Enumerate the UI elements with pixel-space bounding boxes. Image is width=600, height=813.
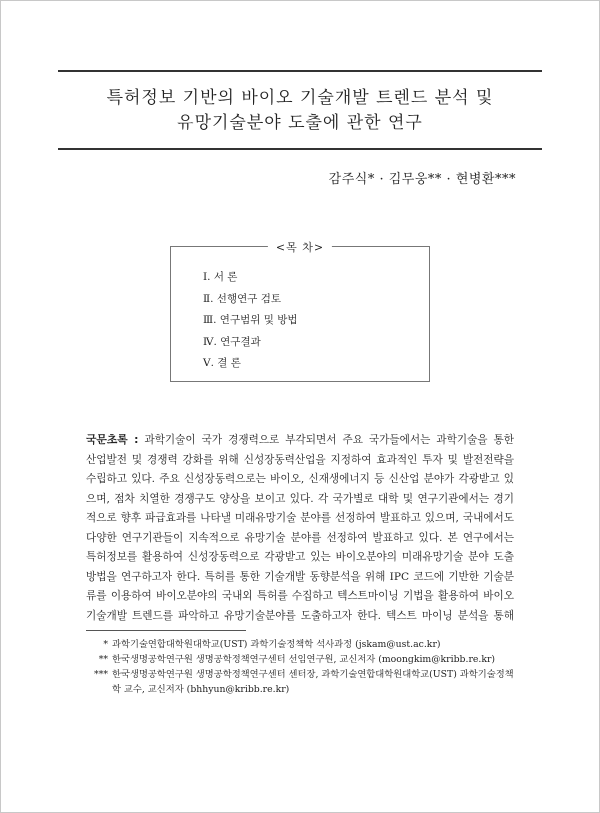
footnote-text: 한국생명공학연구원 생명공학정책연구센터 센터장, 과학기술연합대학원대학교(UST) 과학기술정책학 교수, 교신저자 (bhhyun@kribb.re.kr): [112, 669, 514, 695]
table-of-contents: [170, 241, 430, 382]
abstract-line-text: 과학기술이 국가 경쟁력으로 부각되면서 주요 국가들에서는 과학기술을 통한: [144, 434, 515, 446]
footnote-mark: *: [103, 639, 108, 650]
abstract-line: 적으로 향후 파급효과를 나타낼 미래유망기술 분야를 선정하여 발표하고 있으며, 국내에서도: [86, 512, 514, 524]
abstract-line: 특허정보를 활용하여 신성장동력으로 각광받고 있는 바이오분야의 미래유망기술 분야 도출: [86, 551, 514, 563]
footnote-text: 과학기술연합대학원대학교(UST) 과학기술정책학 석사과정 (jskam@ust.ac.kr): [112, 639, 441, 650]
paper-title-line-1: 특허정보 기반의 바이오 기술개발 트렌드 분석 및: [106, 88, 494, 108]
toc-item-introduction: Ⅰ. 서 론: [203, 271, 238, 283]
toc-heading: <목 차>: [268, 239, 332, 255]
footnote-text: 한국생명공학연구원 생명공학정책연구센터 선임연구원, 교신저자 (moongkim@kribb.re.kr): [112, 654, 496, 665]
footnote-divider: [86, 630, 246, 631]
footnote-mark: **: [98, 654, 108, 665]
abstract-line: 으며, 점차 치열한 경쟁구도 양상을 보이고 있다. 각 국가별로 대학 및 연구기관에서는 경기: [86, 492, 514, 505]
paper-title-line-2: 유망기술분야 도출에 관한 연구: [177, 113, 423, 133]
abstract-line: 수립하고 있다. 주요 신성장동력으로는 바이오, 신재생에너지 등 신산업 분야가 각광받고 있: [86, 473, 514, 485]
abstract-label: 국문초록 :: [86, 433, 139, 446]
abstract-line: 산업발전 및 경쟁력 강화를 위해 신성장동력산업을 지정하여 효과적인 투자 및 발전전략을: [86, 453, 514, 466]
footnote-mark: ***: [94, 669, 108, 680]
author-list: 감주식* · 김무웅** · 현병환***: [328, 172, 516, 187]
toc-item-results: Ⅳ. 연구결과: [203, 335, 261, 348]
footnote-3: [86, 667, 516, 697]
abstract-line: 방법을 연구하고자 한다. 특허를 통한 기술개발 동향분석을 위해 IPC 코드에 기반한 기술분: [86, 570, 514, 583]
footnote-1: [86, 637, 516, 652]
abstract-line: 기술개발 트렌드를 파악하고 유망기술분야를 도출하고자 한다. 텍스트 마이닝 분석을 통해: [86, 609, 514, 622]
toc-item-scope-method: Ⅲ. 연구범위 및 방법: [203, 314, 298, 326]
korean-abstract: [86, 430, 514, 626]
abstract-line: [86, 430, 514, 451]
paper-title-box: [58, 70, 542, 150]
abstract-line: 다양한 연구기관들이 지속적으로 유망기술 분야를 선정하여 발표하고 있다. 본 연구에서는: [86, 531, 514, 544]
toc-list: [203, 267, 297, 375]
footnotes: [86, 637, 516, 697]
toc-item-conclusion: Ⅴ. 결 론: [203, 357, 241, 369]
toc-item-literature-review: Ⅱ. 선행연구 검토: [203, 292, 282, 305]
abstract-line: 류를 이용하여 바이오분야의 국내외 특허를 수집하고 텍스트마이닝 기법을 활용하여 바이오: [86, 590, 514, 602]
footnote-2: [86, 652, 516, 667]
